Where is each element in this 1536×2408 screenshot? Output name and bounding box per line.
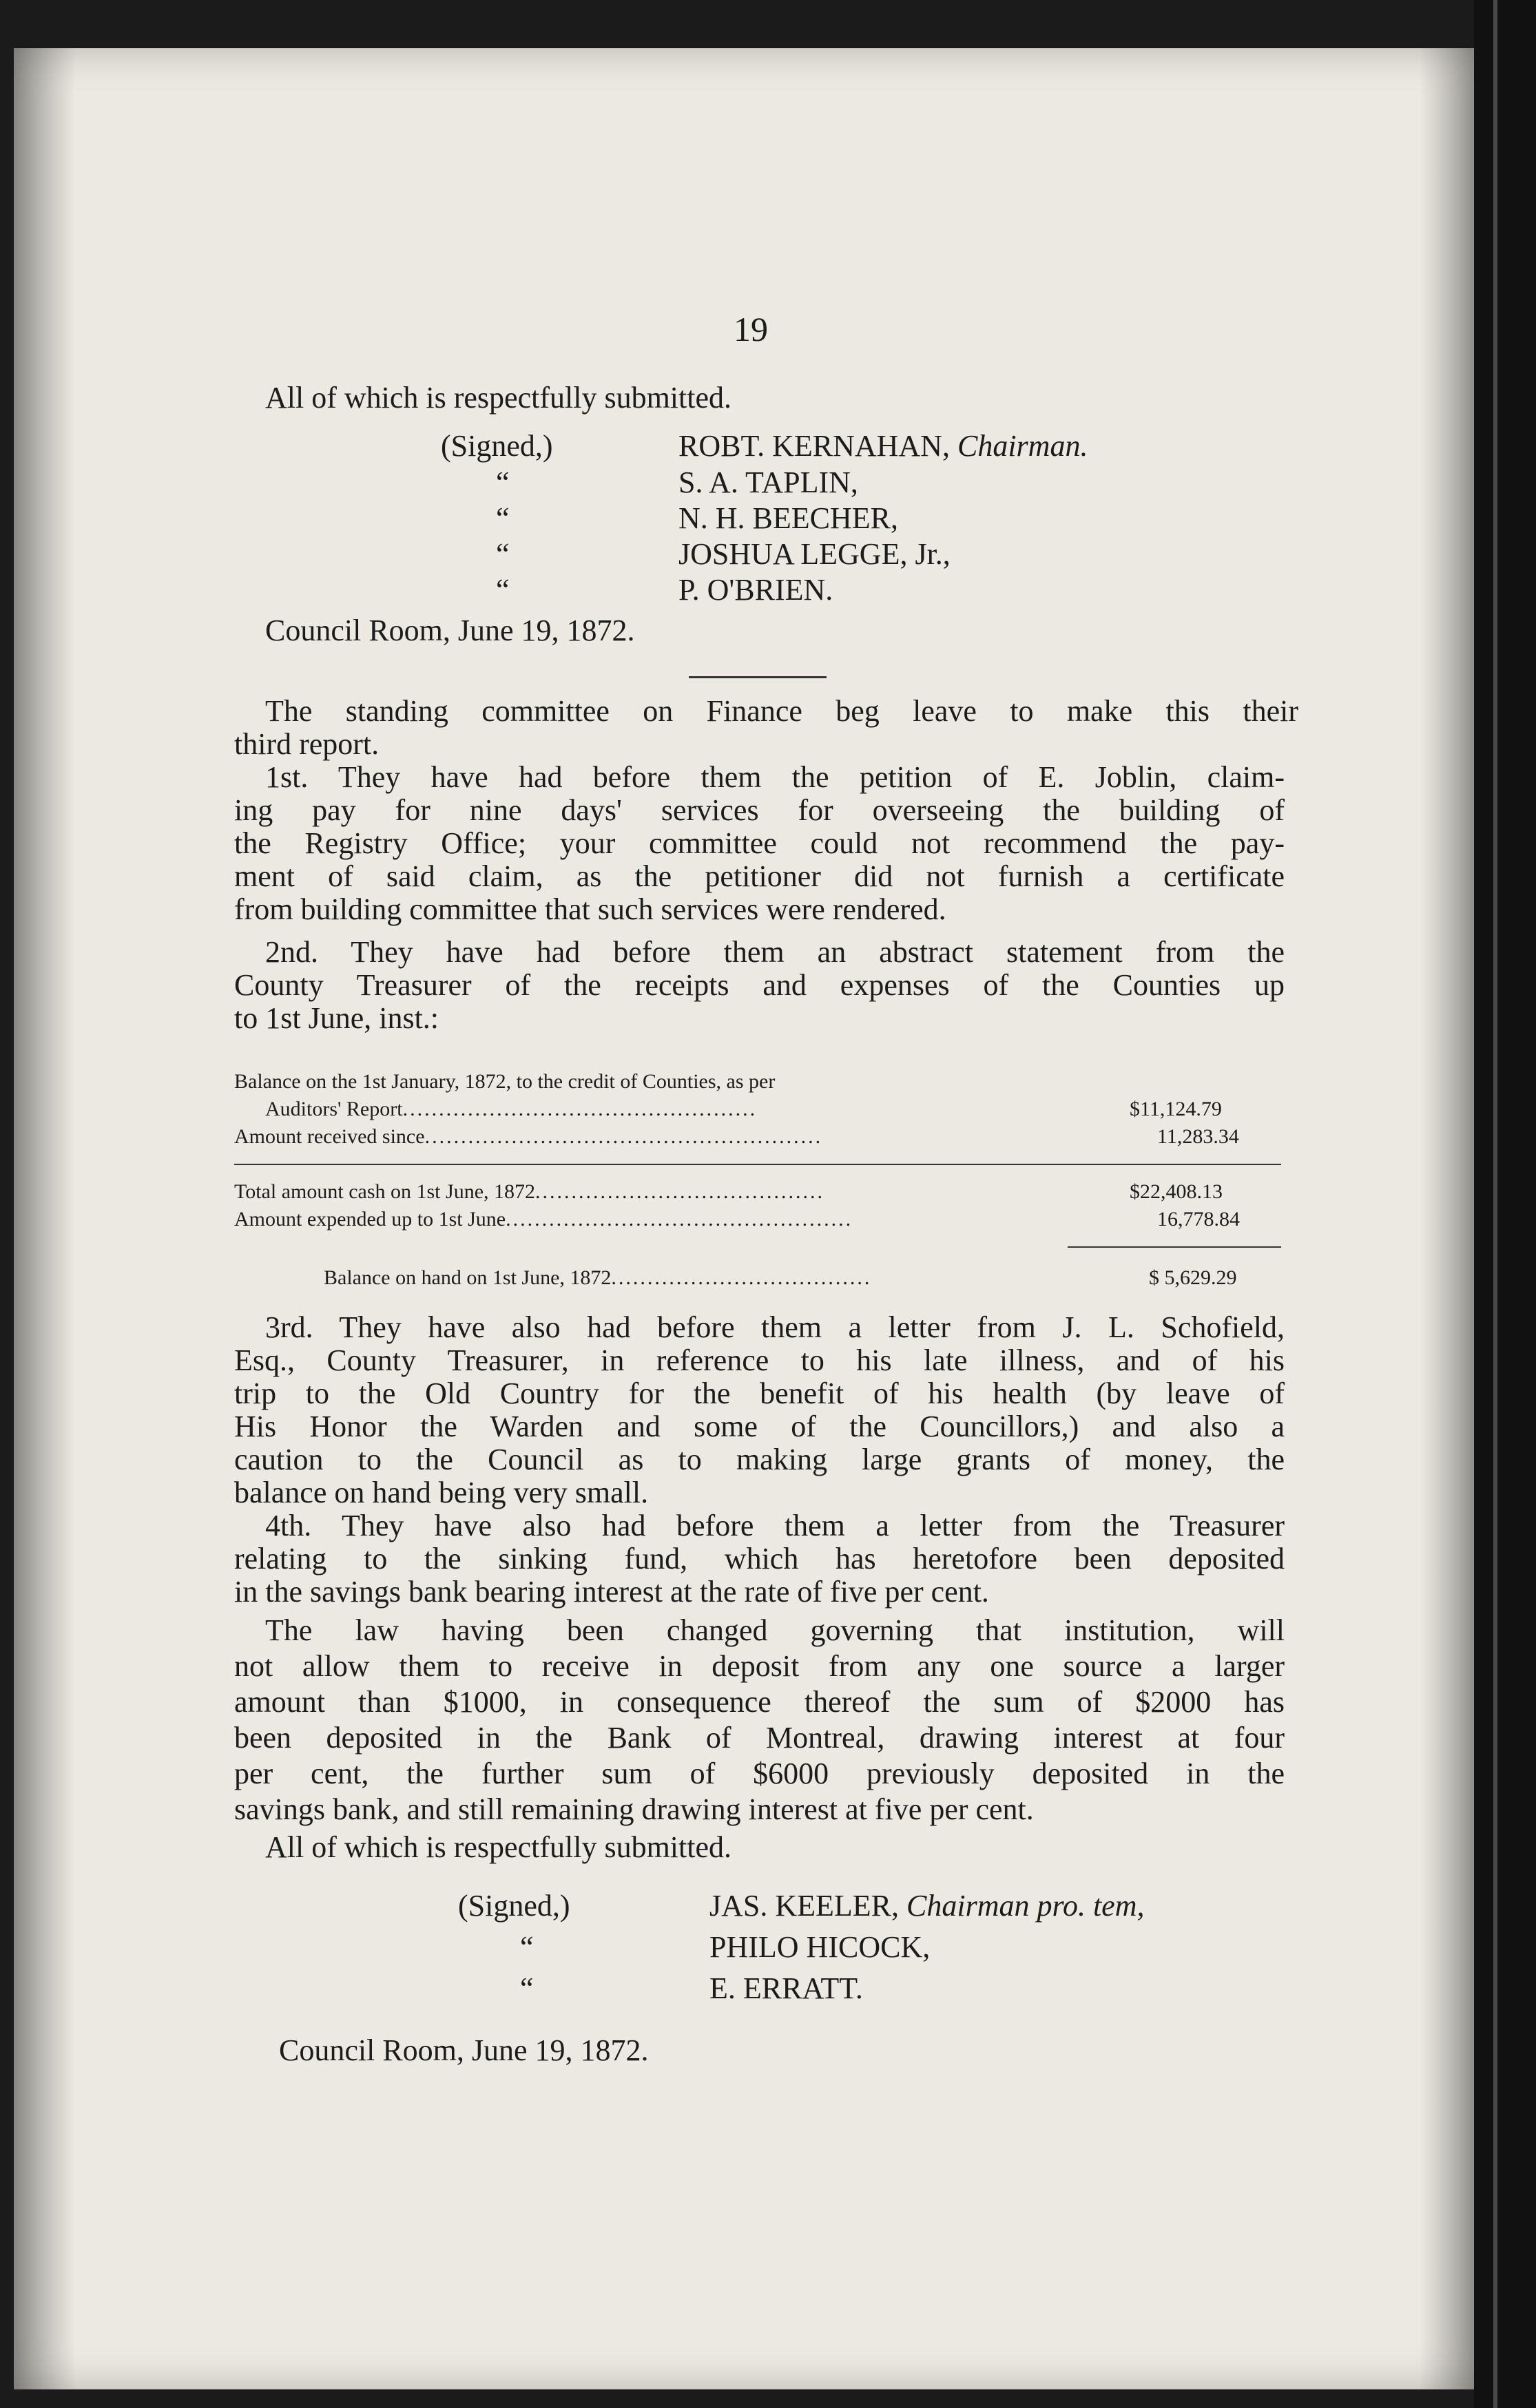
body-line: trip to the Old Country for the benefit of his health (by leave of bbox=[234, 1376, 1285, 1410]
statement-line: Auditors' Report................................................. bbox=[265, 1098, 758, 1120]
body-line: balance on hand being very small. bbox=[234, 1476, 649, 1509]
signatory-name: JAS. KEELER, Chairman pro. tem, bbox=[709, 1889, 1145, 1923]
statement-amount: $22,408.13 bbox=[1130, 1180, 1223, 1203]
statement-rule bbox=[1068, 1246, 1281, 1248]
body-line: not allow them to receive in deposit from any one source a larger bbox=[234, 1649, 1285, 1683]
statement-amount: $ 5,629.29 bbox=[1149, 1266, 1237, 1289]
ditto-mark: “ bbox=[496, 501, 510, 535]
signatory-name: ROBT. KERNAHAN, Chairman. bbox=[678, 429, 1088, 463]
book-spine bbox=[1474, 0, 1536, 2408]
statement-line: Balance on the 1st January, 1872, to the credit of Counties, as per bbox=[234, 1070, 776, 1093]
statement-line: Amount received since....................................................... bbox=[234, 1125, 823, 1148]
ditto-mark: “ bbox=[496, 573, 510, 607]
statement-line: Amount expended up to 1st June................................................ bbox=[234, 1208, 853, 1231]
signed-label-2: (Signed,) bbox=[458, 1889, 570, 1923]
section-divider bbox=[689, 676, 827, 678]
body-line: relating to the sinking fund, which has heretofore been deposited bbox=[234, 1542, 1285, 1575]
body-line: caution to the Council as to making large grants of money, the bbox=[234, 1443, 1285, 1476]
body-line: 3rd. They have also had before them a letter from J. L. Schofield, bbox=[265, 1310, 1285, 1344]
signatory-name: E. ERRATT. bbox=[709, 1971, 863, 2005]
ditto-mark: “ bbox=[520, 1971, 534, 2005]
body-line: County Treasurer of the receipts and expenses of the Counties up bbox=[234, 968, 1285, 1002]
body-line: in the savings bank bearing interest at the rate of five per cent. bbox=[234, 1575, 989, 1609]
place-date-2: Council Room, June 19, 1872. bbox=[279, 2033, 649, 2067]
closing-line-2: All of which is respectfully submitted. bbox=[265, 1830, 731, 1864]
closing-line-1: All of which is respectfully submitted. bbox=[265, 381, 731, 415]
page-gutter-shadow bbox=[14, 48, 76, 2389]
body-line: been deposited in the Bank of Montreal, drawing interest at four bbox=[234, 1721, 1285, 1755]
body-line: The law having been changed governing that institution, will bbox=[265, 1613, 1285, 1647]
body-line: 4th. They have also had before them a letter from the Treasurer bbox=[265, 1509, 1285, 1542]
statement-amount: 16,778.84 bbox=[1157, 1208, 1240, 1231]
spine-line bbox=[1493, 0, 1497, 2408]
statement-amount: 11,283.34 bbox=[1157, 1125, 1239, 1148]
ditto-mark: “ bbox=[520, 1930, 534, 1964]
body-line: His Honor the Warden and some of the Councillors,) and also a bbox=[234, 1410, 1285, 1443]
ditto-mark: “ bbox=[496, 537, 510, 571]
signed-label-1: (Signed,) bbox=[441, 429, 553, 463]
signatory-name: S. A. TAPLIN, bbox=[678, 465, 858, 499]
signatory-name: P. O'BRIEN. bbox=[678, 573, 833, 607]
body-line: ment of said claim, as the petitioner did not furnish a certificate bbox=[234, 859, 1285, 893]
body-line: the Registry Office; your committee could not recommend the pay- bbox=[234, 826, 1285, 860]
body-line: 2nd. They have had before them an abstract statement from the bbox=[265, 935, 1285, 969]
body-line: ing pay for nine days' services for overseeing the building of bbox=[234, 793, 1285, 827]
page-number: 19 bbox=[734, 310, 768, 348]
signatory-name: PHILO HICOCK, bbox=[709, 1930, 931, 1964]
body-line: Esq., County Treasurer, in reference to his late illness, and of his bbox=[234, 1343, 1285, 1377]
signatory-name: N. H. BEECHER, bbox=[678, 501, 898, 535]
body-line: third report. bbox=[234, 727, 380, 761]
body-line: to 1st June, inst.: bbox=[234, 1001, 439, 1035]
body-line: 1st. They have had before them the petition of E. Joblin, claim- bbox=[265, 760, 1285, 794]
page-edge-shadow bbox=[1419, 48, 1474, 2389]
body-line: from building committee that such services were rendered. bbox=[234, 892, 946, 926]
statement-rule bbox=[234, 1164, 1281, 1165]
ditto-mark: “ bbox=[496, 465, 510, 499]
place-date-1: Council Room, June 19, 1872. bbox=[265, 614, 635, 647]
body-line: savings bank, and still remaining drawing interest at five per cent. bbox=[234, 1792, 1034, 1826]
body-line: amount than $1000, in consequence thereof the sum of $2000 has bbox=[234, 1685, 1285, 1719]
body-line: The standing committee on Finance beg leave to make this their bbox=[265, 694, 1298, 728]
statement-line: Total amount cash on 1st June, 1872........................................ bbox=[234, 1180, 825, 1203]
body-line: per cent, the further sum of $6000 previously deposited in the bbox=[234, 1757, 1285, 1790]
statement-line: Balance on hand on 1st June, 1872.................................... bbox=[324, 1266, 872, 1289]
statement-amount: $11,124.79 bbox=[1130, 1098, 1222, 1120]
signatory-name: JOSHUA LEGGE, Jr., bbox=[678, 537, 951, 571]
